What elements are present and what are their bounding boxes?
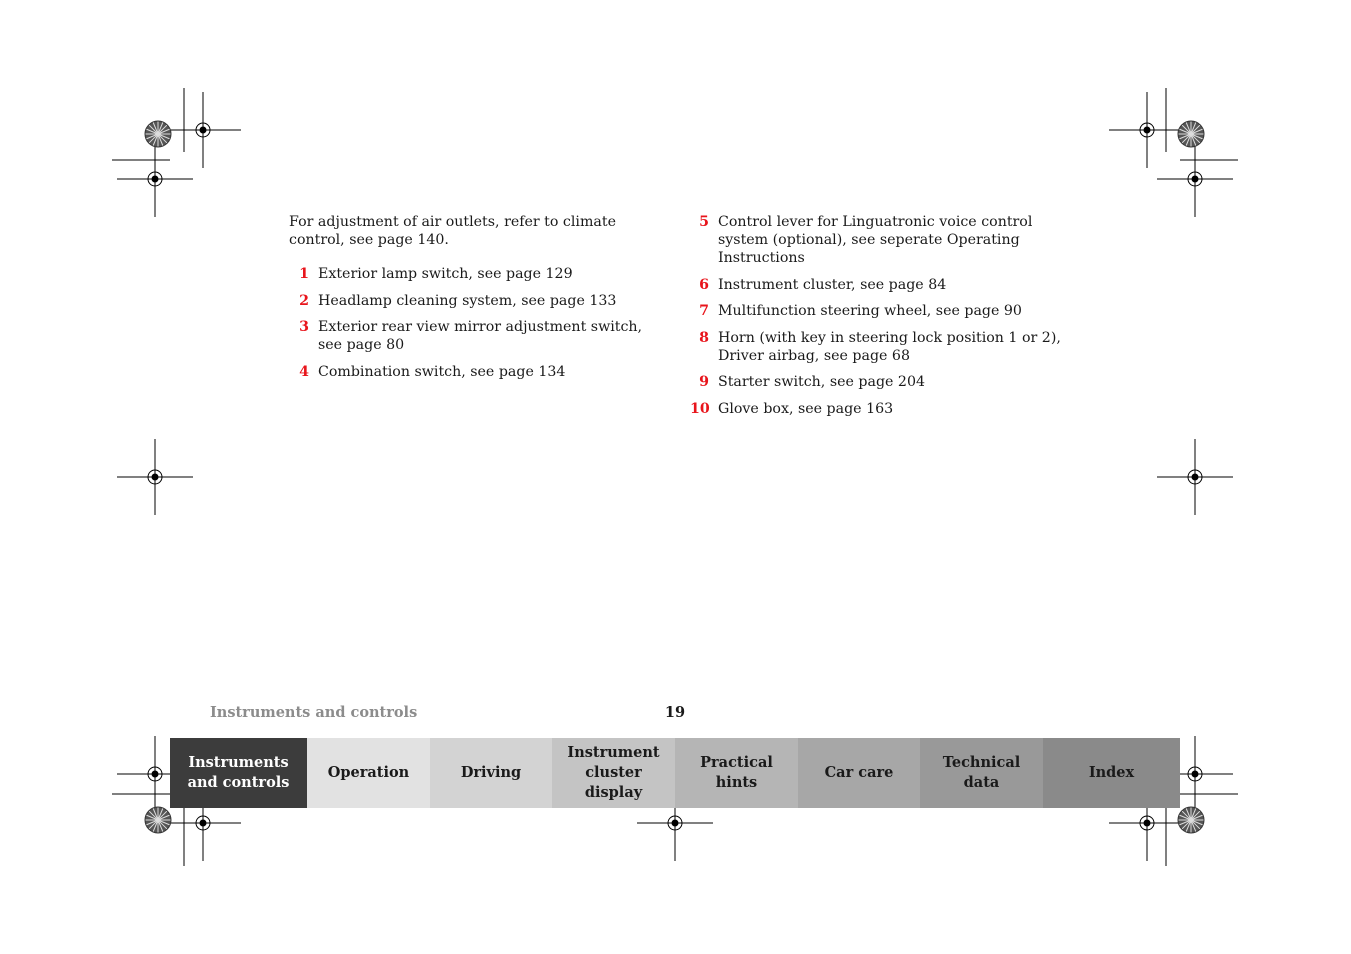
legend-item-number: 2 bbox=[299, 292, 309, 309]
legend-item-number: 4 bbox=[299, 363, 309, 380]
tab-operation[interactable] bbox=[307, 738, 430, 808]
color-rosette-icon bbox=[1178, 121, 1204, 147]
legend-list-right bbox=[690, 213, 1070, 418]
legend-list-left bbox=[289, 265, 649, 381]
legend-item bbox=[690, 302, 1070, 320]
legend-item bbox=[289, 292, 649, 310]
legend-item bbox=[690, 373, 1070, 391]
legend-item bbox=[690, 329, 1070, 365]
section-tabs bbox=[170, 738, 1180, 808]
registration-cross-icon bbox=[1109, 92, 1185, 168]
tab-label: Operation bbox=[327, 764, 410, 781]
legend-item bbox=[289, 318, 649, 354]
legend-item-text[interactable]: Horn (with key in steering lock position 1 or 2), Driver airbag, see page 68 bbox=[718, 329, 1061, 364]
legend-item-number: 8 bbox=[699, 329, 709, 346]
tab-instruments-and-controls[interactable] bbox=[170, 738, 307, 808]
tab-label: Index bbox=[1088, 764, 1135, 781]
legend-item-text[interactable]: Control lever for Linguatronic voice control system (optional), see seperate Operating Instructions bbox=[718, 214, 1033, 266]
right-column bbox=[690, 213, 1070, 426]
legend-item-text[interactable]: Instrument cluster, see page 84 bbox=[718, 276, 947, 293]
legend-item-text[interactable]: Starter switch, see page 204 bbox=[718, 374, 926, 390]
tab-instrument-cluster-display[interactable] bbox=[552, 738, 675, 808]
tab-label: Technical data bbox=[942, 754, 1021, 791]
legend-item-number: 7 bbox=[699, 303, 709, 319]
legend-item-text[interactable]: Combination switch, see page 134 bbox=[318, 363, 566, 380]
tab-label: Car care bbox=[824, 764, 894, 781]
intro-paragraph: For adjustment of air outlets, refer to climate control, see page 140. bbox=[289, 214, 616, 248]
color-rosette-icon bbox=[145, 807, 171, 833]
legend-item-text[interactable]: Exterior rear view mirror adjustment switch, see page 80 bbox=[318, 319, 643, 353]
legend-item-number: 3 bbox=[299, 319, 309, 335]
registration-cross-icon bbox=[1157, 439, 1233, 515]
section-title: Instruments and controls bbox=[210, 704, 418, 721]
color-rosette-icon bbox=[145, 121, 171, 147]
tab-label: Instruments and controls bbox=[187, 754, 290, 791]
tab-technical-data[interactable] bbox=[920, 738, 1043, 808]
legend-item bbox=[690, 213, 1070, 267]
legend-item-text[interactable]: Multifunction steering wheel, see page 90 bbox=[718, 303, 1022, 319]
legend-item-text[interactable]: Exterior lamp switch, see page 129 bbox=[318, 266, 573, 282]
tab-index[interactable] bbox=[1043, 738, 1180, 808]
legend-item-number: 6 bbox=[699, 276, 709, 293]
legend-item-text[interactable]: Glove box, see page 163 bbox=[718, 400, 894, 417]
registration-cross-icon bbox=[165, 92, 241, 168]
legend-item-number: 5 bbox=[699, 214, 709, 230]
legend-item bbox=[690, 400, 1070, 418]
legend-item bbox=[289, 363, 649, 381]
tab-practical-hints[interactable] bbox=[675, 738, 798, 808]
legend-item-number: 9 bbox=[699, 374, 709, 390]
left-column bbox=[289, 213, 649, 389]
tab-label: Driving bbox=[460, 764, 522, 781]
legend-item bbox=[690, 276, 1070, 294]
color-rosette-icon bbox=[1178, 807, 1204, 833]
legend-item-number: 1 bbox=[299, 266, 309, 282]
legend-item bbox=[289, 265, 649, 283]
registration-cross-icon bbox=[1157, 141, 1233, 217]
tab-label: Practical hints bbox=[700, 754, 773, 791]
registration-cross-icon bbox=[117, 439, 193, 515]
registration-cross-icon bbox=[117, 141, 193, 217]
tab-driving[interactable] bbox=[430, 738, 552, 808]
tab-car-care[interactable] bbox=[798, 738, 920, 808]
tab-label: Instrument cluster display bbox=[567, 744, 660, 801]
page-number: 19 bbox=[664, 704, 686, 721]
legend-item-number: 10 bbox=[690, 400, 710, 417]
legend-item-text[interactable]: Headlamp cleaning system, see page 133 bbox=[318, 292, 617, 309]
